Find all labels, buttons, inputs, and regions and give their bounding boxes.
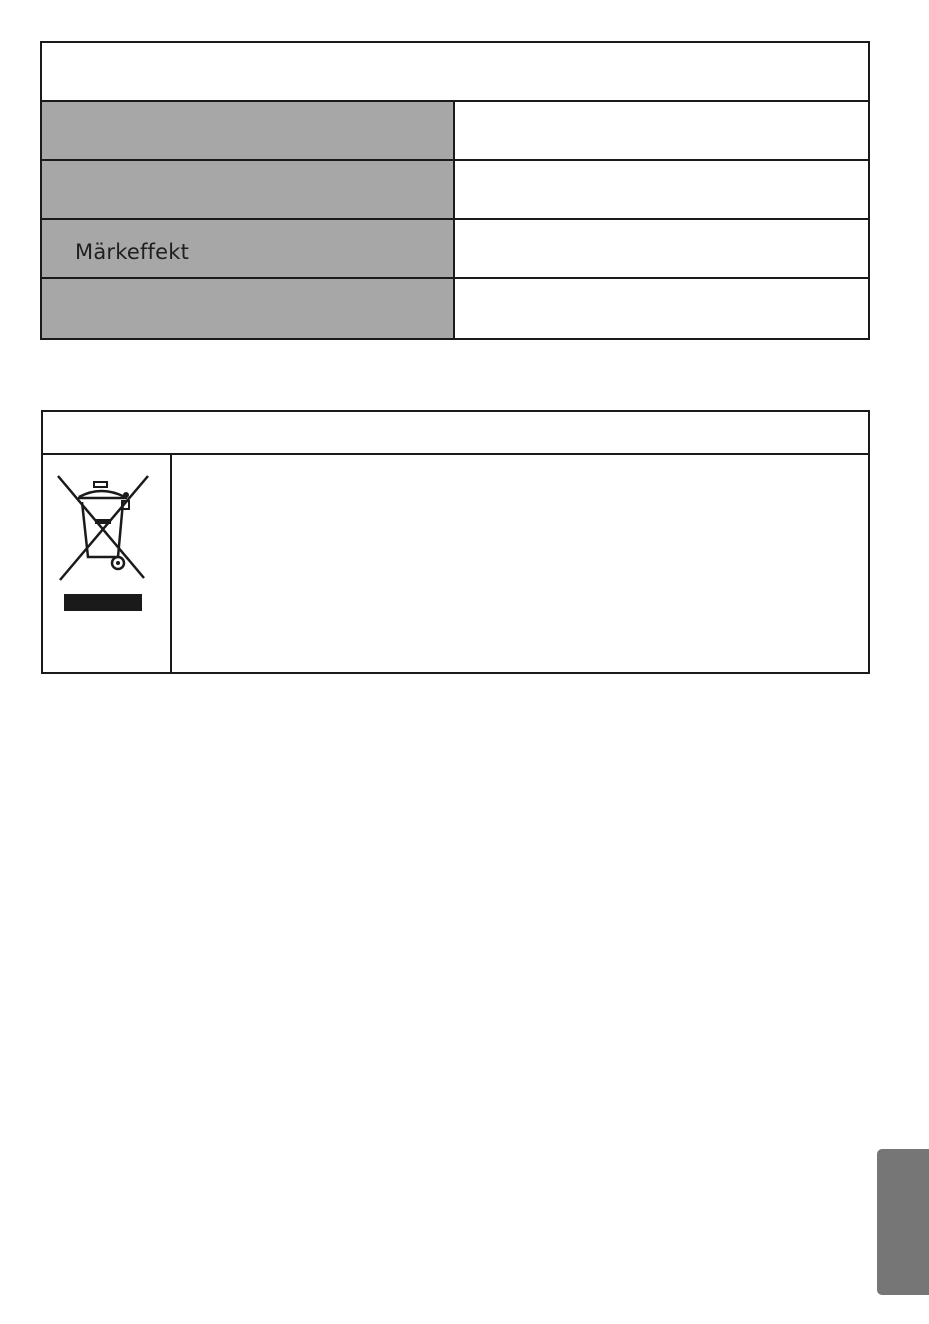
disposal-icon-cell [43, 455, 172, 672]
spec-value [455, 220, 868, 277]
disposal-info-box [41, 410, 870, 674]
specification-table [40, 41, 870, 340]
spec-row [42, 161, 868, 220]
spec-row [42, 220, 868, 279]
language-section-tab [877, 1149, 929, 1295]
spec-table-header [42, 43, 868, 102]
spec-label [42, 102, 455, 159]
spec-label [42, 279, 455, 338]
spec-row [42, 279, 868, 338]
crossed-out-wheelie-bin-icon [53, 471, 153, 611]
spec-value [455, 102, 868, 159]
spec-label-rated-effect: Märkeffekt [42, 220, 455, 277]
disposal-text-cell [172, 455, 868, 672]
disposal-header [43, 412, 868, 455]
spec-value [455, 279, 868, 338]
spec-row [42, 102, 868, 161]
spec-value [455, 161, 868, 218]
spec-label [42, 161, 455, 218]
